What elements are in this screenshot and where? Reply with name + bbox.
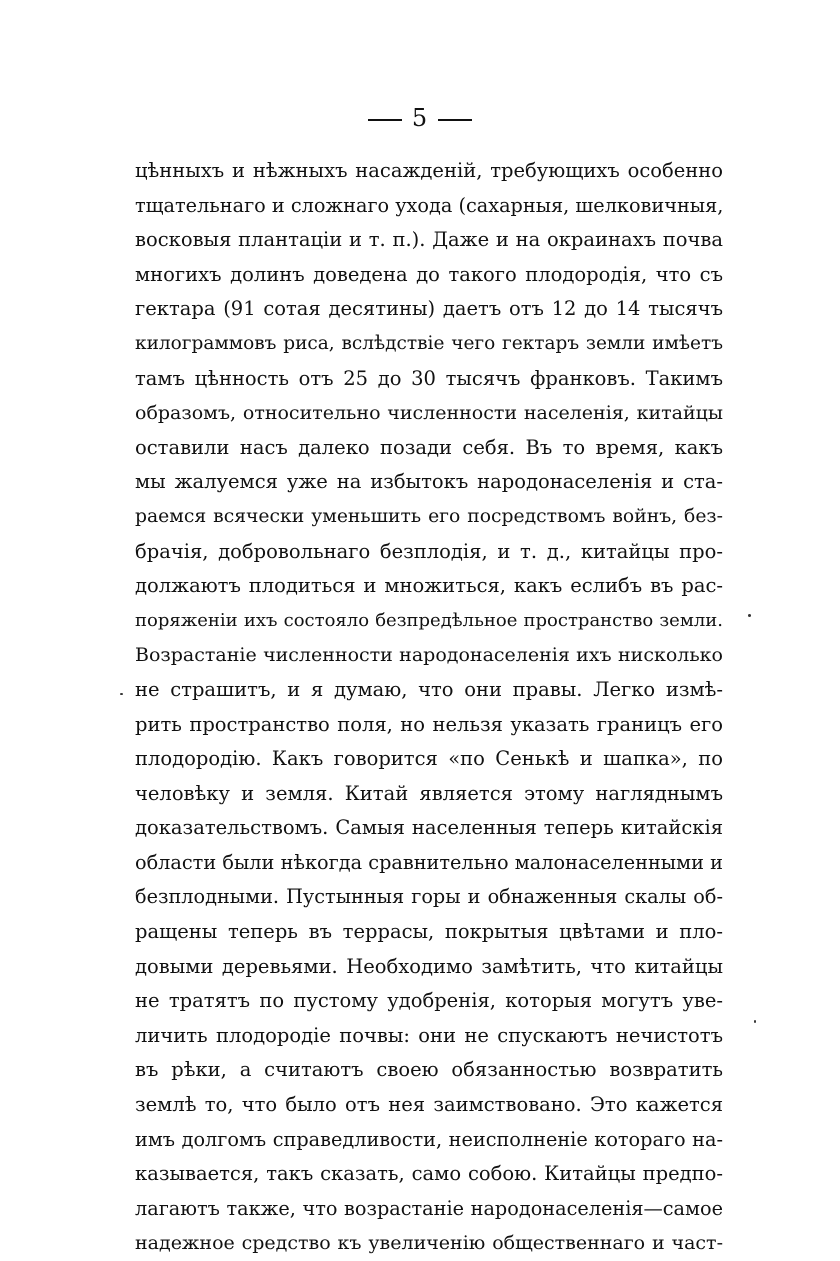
text-line: казывается, такъ сказать, само собою. Китайцы предпо- [135, 1162, 723, 1186]
page-number-dash-left [368, 119, 402, 121]
text-line: гектара (91 сотая десятины) даетъ отъ 12 до 14 тысячъ [135, 297, 723, 321]
text-line: раемся всячески уменьшить его посредствомъ войнъ, без- [135, 505, 723, 527]
scan-speck [748, 614, 751, 617]
body-text [135, 154, 723, 1261]
page-number-dash-right [438, 119, 472, 121]
text-line: ращены теперь въ террасы, покрытыя цвѣтами и пло- [135, 920, 723, 944]
text-line: восковыя плантаціи и т. п.). Даже и на окраинахъ почва [135, 228, 723, 252]
text-line: поряженіи ихъ состояло безпредѣльное пространство земли. [135, 609, 723, 631]
text-line: не тратятъ по пустому удобренія, которыя могутъ уве- [135, 989, 723, 1013]
text-line: килограммовъ риса, вслѣдствіе чего гектаръ земли имѣетъ [135, 332, 723, 354]
text-line: образомъ, относительно численности населенія, китайцы [135, 402, 723, 425]
text-line: мы жалуемся уже на избытокъ народонаселенія и ста- [135, 470, 723, 494]
text-line: надежное средство къ увеличенію общественнаго и част- [135, 1232, 723, 1255]
text-line: тамъ цѣнность отъ 25 до 30 тысячъ франковъ. Такимъ [135, 366, 723, 390]
text-line: брачія, добровольнаго безплодія, и т. д., китайцы про- [135, 539, 723, 563]
scan-speck [120, 693, 123, 695]
text-line: должаютъ плодиться и множиться, какъ еслибъ въ рас- [135, 574, 723, 598]
text-line: доказательствомъ. Самыя населенныя теперь китайскія [135, 816, 723, 840]
text-line: землѣ то, что было отъ нея заимствовано. Это кажется [135, 1093, 723, 1117]
text-line: Возрастаніе численности народонаселенія ихъ нисколько [135, 644, 723, 667]
scan-speck [754, 1020, 756, 1023]
text-line: оставили насъ далеко позади себя. Въ то время, какъ [135, 435, 723, 459]
text-line: не страшитъ, и я думаю, что они правы. Легко измѣ- [135, 677, 723, 701]
text-line: человѣку и земля. Китай является этому нагляднымъ [135, 781, 723, 805]
text-line: лагаютъ также, что возрастаніе народонаселенія—самое [135, 1196, 723, 1220]
text-line: личить плодородіе почвы: они не спускаютъ нечистотъ [135, 1023, 723, 1047]
text-line: въ рѣки, а считаютъ своею обязанностью возвратить [135, 1058, 723, 1082]
text-line: тщательнаго и сложнаго ухода (сахарныя, шелковичныя, [135, 193, 723, 217]
text-line: безплодными. Пустынныя горы и обнаженныя скалы об- [135, 885, 723, 909]
text-line: рить пространство поля, но нельзя указать границъ его [135, 712, 723, 736]
text-line: многихъ долинъ доведена до такого плодородія, что съ [135, 262, 723, 286]
text-line: области были нѣкогда сравнительно малонаселенными и [135, 850, 723, 874]
text-line: цѣнныхъ и нѣжныхъ насажденій, требующихъ особенно [135, 159, 723, 182]
text-line: имъ долгомъ справедливости, неисполненіе котораго на- [135, 1127, 723, 1151]
page-number [0, 104, 840, 132]
page-number-label: 5 [411, 104, 429, 132]
text-line: довыми деревьями. Необходимо замѣтить, что китайцы [135, 954, 723, 978]
text-line: плодородію. Какъ говорится «по Сенькѣ и шапка», по [135, 747, 723, 771]
